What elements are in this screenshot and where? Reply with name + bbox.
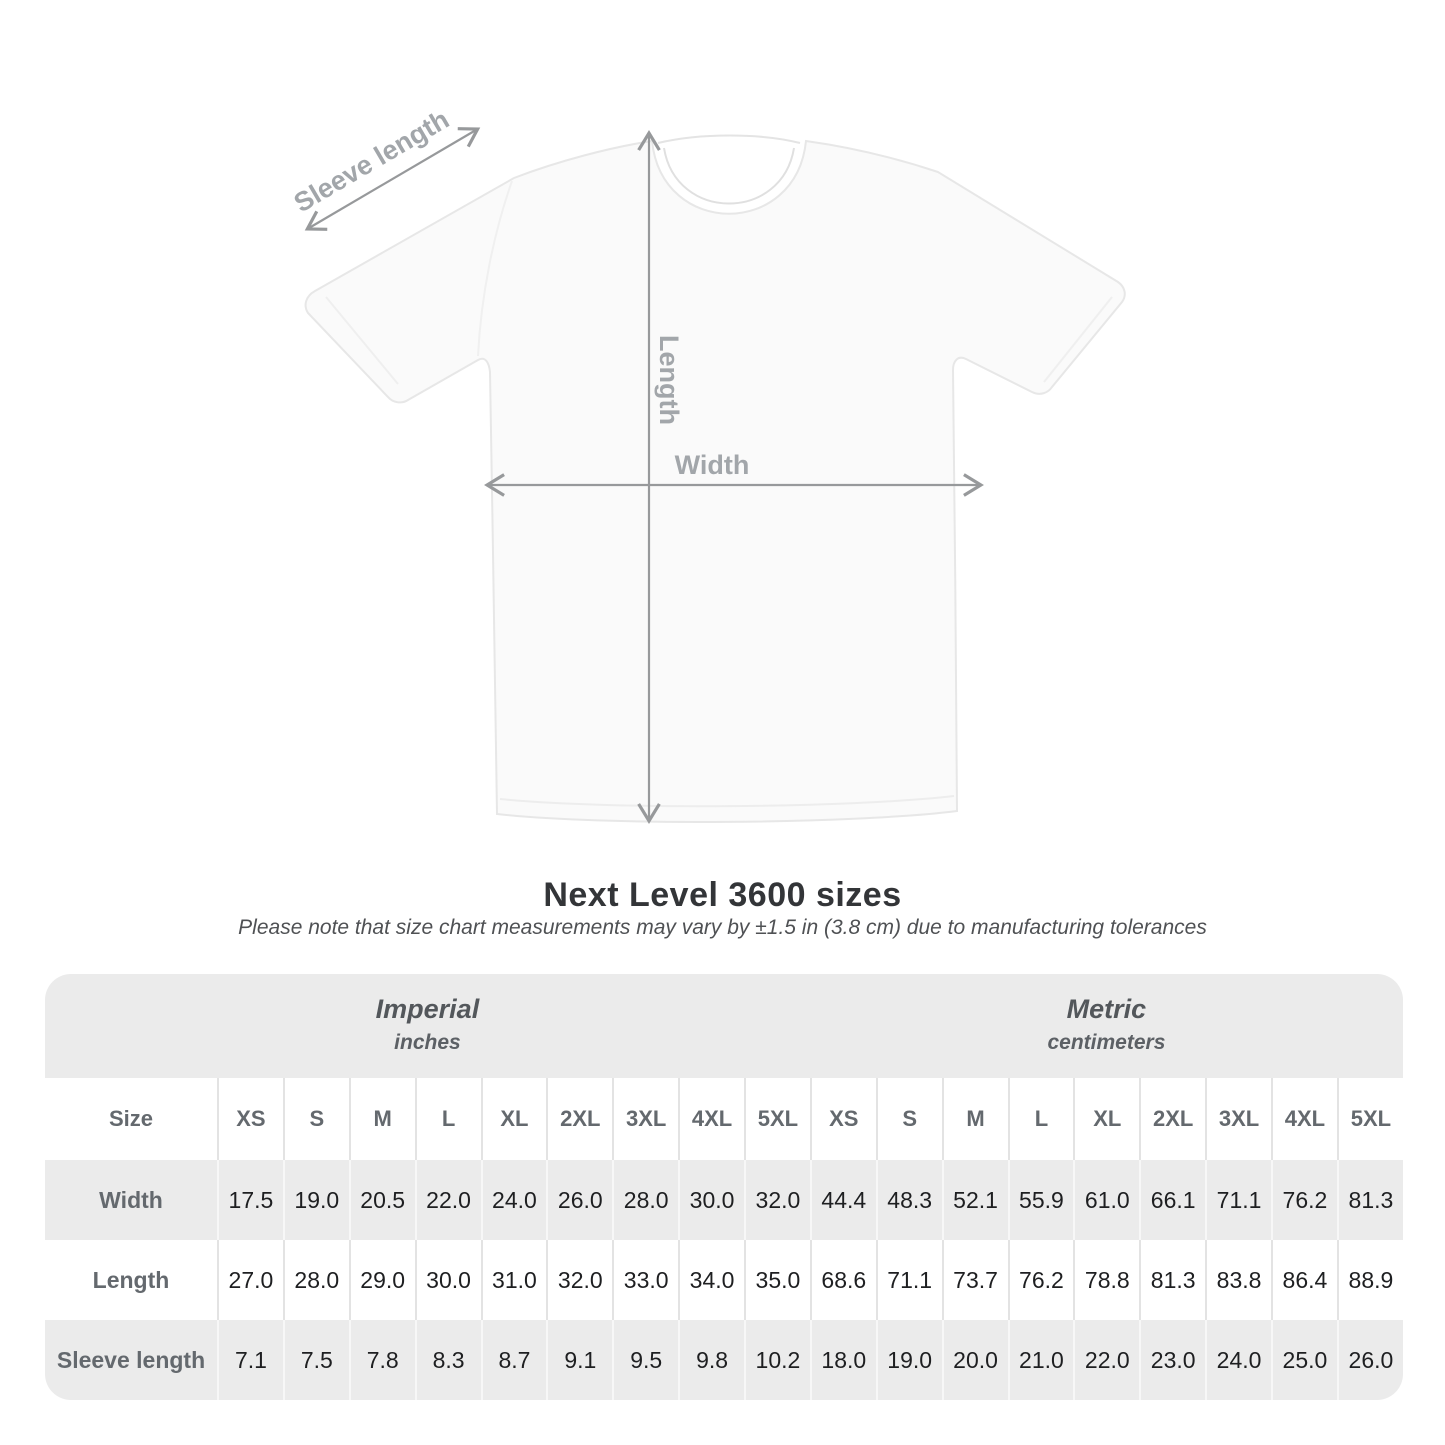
size-col-header: 3XL <box>1205 1078 1271 1160</box>
measurement-row <box>45 1160 1403 1240</box>
measurement-value: 18.0 <box>810 1320 876 1400</box>
measurement-value: 35.0 <box>744 1240 810 1320</box>
size-col-header: L <box>415 1078 481 1160</box>
sleeve-length-label: Sleeve length <box>288 104 455 219</box>
measurement-value: 34.0 <box>678 1240 744 1320</box>
measurement-value: 52.1 <box>942 1160 1008 1240</box>
measurement-value: 7.8 <box>349 1320 415 1400</box>
size-header-row <box>45 1078 1403 1160</box>
size-col-header: M <box>349 1078 415 1160</box>
measurement-value: 26.0 <box>1337 1320 1403 1400</box>
measurement-value: 73.7 <box>942 1240 1008 1320</box>
measurement-value: 19.0 <box>876 1320 942 1400</box>
measurement-row-label: Width <box>45 1160 217 1240</box>
collar-back-seam <box>658 136 800 144</box>
measurement-value: 68.6 <box>810 1240 876 1320</box>
measurement-row-label: Sleeve length <box>45 1320 217 1400</box>
measurement-value: 20.0 <box>942 1320 1008 1400</box>
measurement-value: 30.0 <box>415 1240 481 1320</box>
measurement-value: 55.9 <box>1008 1160 1074 1240</box>
size-col-header: 5XL <box>1337 1078 1403 1160</box>
measurement-value: 9.5 <box>612 1320 678 1400</box>
measurement-value: 88.9 <box>1337 1240 1403 1320</box>
size-col-header: 2XL <box>546 1078 612 1160</box>
measurement-value: 28.0 <box>283 1240 349 1320</box>
unit-header-row <box>45 974 1403 1078</box>
measurement-value: 81.3 <box>1139 1240 1205 1320</box>
measurement-value: 83.8 <box>1205 1240 1271 1320</box>
size-col-header: 4XL <box>1271 1078 1337 1160</box>
measurement-value: 9.1 <box>546 1320 612 1400</box>
measurement-value: 78.8 <box>1073 1240 1139 1320</box>
size-col-header: 5XL <box>744 1078 810 1160</box>
measurement-value: 24.0 <box>1205 1320 1271 1400</box>
measurement-value: 23.0 <box>1139 1320 1205 1400</box>
measurement-value: 7.1 <box>217 1320 283 1400</box>
measurement-value: 48.3 <box>876 1160 942 1240</box>
measurement-value: 8.7 <box>481 1320 547 1400</box>
measurement-row <box>45 1320 1403 1400</box>
size-col-header: XL <box>481 1078 547 1160</box>
measurement-value: 21.0 <box>1008 1320 1074 1400</box>
measurement-value: 31.0 <box>481 1240 547 1320</box>
metric-sublabel: centimeters <box>1047 1031 1166 1055</box>
measurement-value: 30.0 <box>678 1160 744 1240</box>
imperial-label: Imperial <box>375 994 480 1025</box>
size-table <box>45 974 1403 1400</box>
measurement-value: 24.0 <box>481 1160 547 1240</box>
measurement-value: 22.0 <box>415 1160 481 1240</box>
tolerance-note: Please note that size chart measurements may vary by ±1.5 in (3.8 cm) due to manufacturing tolerances <box>238 916 1207 939</box>
page-title: Next Level 3600 sizes <box>543 876 902 914</box>
length-label: Length <box>654 335 684 425</box>
size-table-body <box>45 1160 1403 1400</box>
measurement-value: 66.1 <box>1139 1160 1205 1240</box>
measurement-value: 32.0 <box>744 1160 810 1240</box>
measurement-value: 81.3 <box>1337 1160 1403 1240</box>
measurement-value: 76.2 <box>1271 1160 1337 1240</box>
size-col-header: 4XL <box>678 1078 744 1160</box>
measurement-value: 25.0 <box>1271 1320 1337 1400</box>
measurement-value: 9.8 <box>678 1320 744 1400</box>
metric-label: Metric <box>1066 994 1147 1025</box>
size-col-header: XL <box>1073 1078 1139 1160</box>
size-col-header: 3XL <box>612 1078 678 1160</box>
size-col-header: S <box>283 1078 349 1160</box>
measurement-value: 71.1 <box>876 1240 942 1320</box>
measurement-value: 76.2 <box>1008 1240 1074 1320</box>
size-table-grid <box>45 974 1403 1400</box>
width-label: Width <box>674 450 750 480</box>
measurement-value: 26.0 <box>546 1160 612 1240</box>
measurement-row-label: Length <box>45 1240 217 1320</box>
size-col-header: XS <box>217 1078 283 1160</box>
measurement-value: 86.4 <box>1271 1240 1337 1320</box>
measurement-value: 44.4 <box>810 1160 876 1240</box>
measurement-value: 22.0 <box>1073 1320 1139 1400</box>
measurement-value: 27.0 <box>217 1240 283 1320</box>
imperial-sublabel: inches <box>394 1031 461 1055</box>
measurement-value: 10.2 <box>744 1320 810 1400</box>
size-corner-label: Size <box>45 1078 217 1160</box>
collar-inner-seam <box>664 148 794 204</box>
measurement-value: 61.0 <box>1073 1160 1139 1240</box>
measurement-value: 29.0 <box>349 1240 415 1320</box>
measurement-value: 71.1 <box>1205 1160 1271 1240</box>
imperial-header-cell <box>45 974 810 1078</box>
measurement-value: 32.0 <box>546 1240 612 1320</box>
measurement-value: 7.5 <box>283 1320 349 1400</box>
size-col-header: L <box>1008 1078 1074 1160</box>
size-col-header: XS <box>810 1078 876 1160</box>
size-col-header: M <box>942 1078 1008 1160</box>
tshirt-outline <box>306 141 1125 822</box>
measurement-value: 19.0 <box>283 1160 349 1240</box>
measurement-value: 28.0 <box>612 1160 678 1240</box>
measurement-value: 17.5 <box>217 1160 283 1240</box>
measurement-value: 33.0 <box>612 1240 678 1320</box>
size-col-header: 2XL <box>1139 1078 1205 1160</box>
measurement-row <box>45 1240 1403 1320</box>
metric-header-cell <box>810 974 1403 1078</box>
measurement-value: 20.5 <box>349 1160 415 1240</box>
measurement-value: 8.3 <box>415 1320 481 1400</box>
size-col-header: S <box>876 1078 942 1160</box>
